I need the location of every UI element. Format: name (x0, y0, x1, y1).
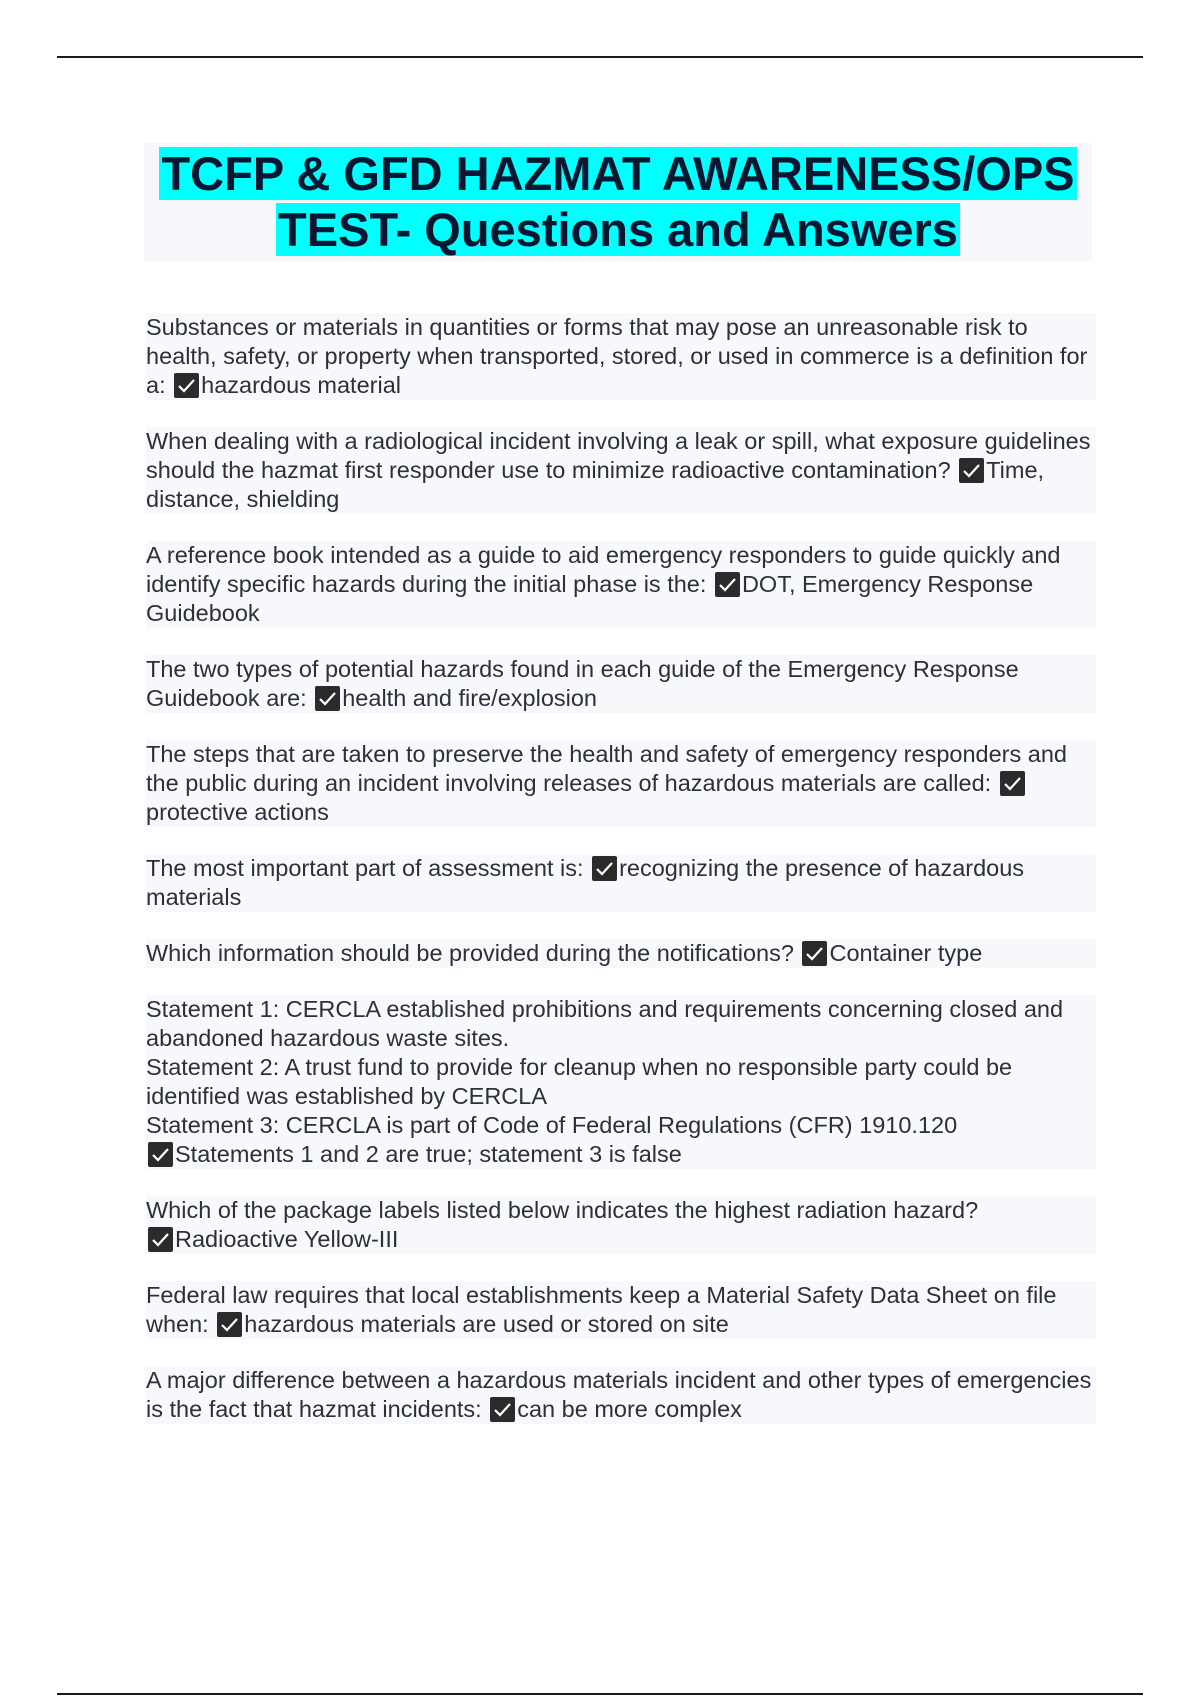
qa-item (146, 1196, 1096, 1254)
checkbox-checked-icon (715, 572, 740, 597)
qa-item (146, 740, 1096, 827)
question-text: Federal law requires that local establishments keep a Material Safety Data Sheet on file when: (146, 1282, 1057, 1337)
checkbox-checked-icon (1000, 771, 1025, 796)
qa-list (146, 313, 1096, 1451)
answer-text: protective actions (146, 799, 329, 825)
answer-text: can be more complex (517, 1396, 742, 1422)
header-rule (57, 56, 1143, 58)
question-text: Substances or materials in quantities or forms that may pose an unreasonable risk to health, safety, or property when transported, stored, or used in commerce is a definition for a: (146, 314, 1088, 398)
answer-text: Time, distance, shielding (146, 457, 1045, 512)
checkbox-checked-icon (490, 1397, 515, 1422)
qa-item (146, 939, 1096, 968)
question-text: A major difference between a hazardous materials incident and other types of emergencies is the fact that hazmat incidents: (146, 1367, 1092, 1422)
title-line-1: TCFP & GFD HAZMAT AWARENESS/OPS (161, 147, 1075, 200)
question-text: Statement 1: CERCLA established prohibitions and requirements concerning closed and abandoned hazardous waste sites. Statement 2: A trust fund to provide for cleanup when no responsible party could be identified was established by CERCLA Statement 3: CERCLA is part of Code of Federal Regulations (CFR) 1910.120 (146, 996, 1064, 1138)
qa-item (146, 995, 1096, 1169)
answer-text: Container type (829, 940, 983, 966)
answer-text: recognizing the presence of hazardous materials (146, 855, 1025, 910)
qa-item (146, 655, 1096, 713)
question-text: Which information should be provided during the notifications? (146, 940, 794, 966)
title-line-2: TEST- Questions and Answers (278, 203, 958, 256)
qa-item (146, 313, 1096, 400)
question-text: When dealing with a radiological incident involving a leak or spill, what exposure guidelines should the hazmat first responder use to minimize radioactive contamination? (146, 428, 1091, 483)
document-title (144, 143, 1092, 261)
checkbox-checked-icon (802, 941, 827, 966)
question-text: The two types of potential hazards found in each guide of the Emergency Response Guidebook are: (146, 656, 1019, 711)
answer-text: hazardous materials are used or stored on site (244, 1311, 729, 1337)
checkbox-checked-icon (315, 686, 340, 711)
checkbox-checked-icon (217, 1312, 242, 1337)
checkbox-checked-icon (148, 1142, 173, 1167)
answer-text: hazardous material (201, 372, 401, 398)
answer-text: health and fire/explosion (342, 685, 597, 711)
question-text: The steps that are taken to preserve the health and safety of emergency responders and the public during an incident involving releases of hazardous materials are called: (146, 741, 1067, 796)
qa-item (146, 427, 1096, 514)
answer-text: DOT, Emergency Response Guidebook (146, 571, 1034, 626)
answer-text: Statements 1 and 2 are true; statement 3 is false (175, 1141, 682, 1167)
qa-item (146, 1281, 1096, 1339)
checkbox-checked-icon (174, 373, 199, 398)
checkbox-checked-icon (959, 458, 984, 483)
checkbox-checked-icon (148, 1227, 173, 1252)
qa-item (146, 541, 1096, 628)
question-text: A reference book intended as a guide to aid emergency responders to guide quickly and identify specific hazards during the initial phase is the: (146, 542, 1061, 597)
answer-text: Radioactive Yellow-III (175, 1226, 399, 1252)
footer-rule (57, 1693, 1143, 1695)
qa-item (146, 854, 1096, 912)
question-text: The most important part of assessment is: (146, 855, 584, 881)
qa-item (146, 1366, 1096, 1424)
checkbox-checked-icon (592, 856, 617, 881)
question-text: Which of the package labels listed below indicates the highest radiation hazard? (146, 1197, 979, 1223)
